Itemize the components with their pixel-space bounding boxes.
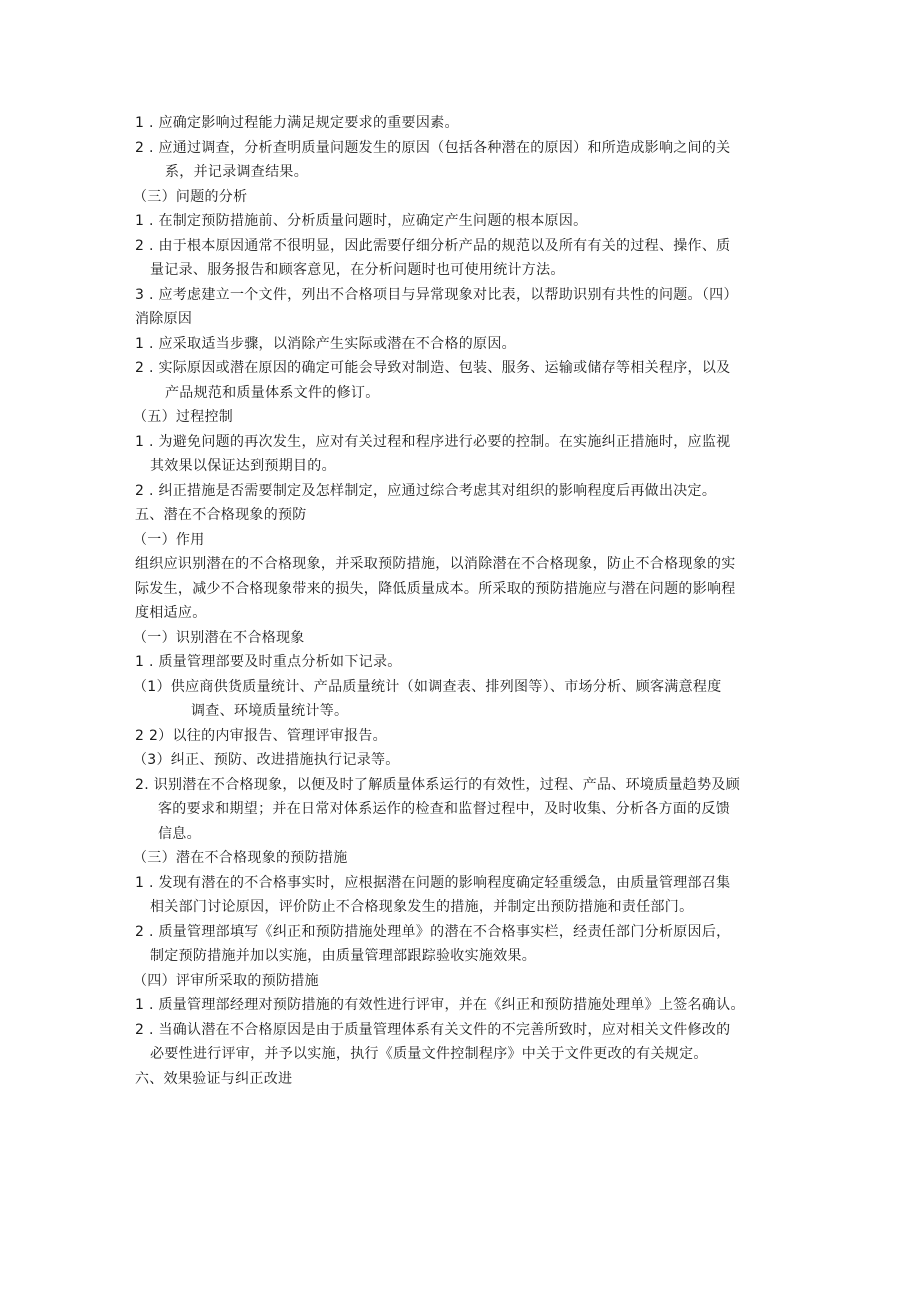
text-line: 调查、环境质量统计等。 [191,703,349,719]
text-line: 1 . 质量管理部经理对预防措施的有效性进行评审，并在《纠正和预防措施处理单》上签名确认。 [135,997,745,1013]
chapter-heading: 五、潜在不合格现象的预防 [135,507,307,523]
text-line: 2 . 当确认潜在不合格原因是由于质量管理体系有关文件的不完善所致时，应对相关文件修改的 [135,1021,731,1038]
text-line: 信息。 [158,825,201,842]
text-line: 2 2）以往的内审报告、管理评审报告。 [135,727,387,744]
section-heading: （一）识别潜在不合格现象 [133,629,305,646]
text-line: 2 . 实际原因或潜在原因的确定可能会导致对制造、包装、服务、运输或储存等相关程序，以及 [135,360,731,376]
text-line: 其效果以保证达到预期目的。 [150,458,336,474]
text-line: 2. 识别潜在不合格现象，以便及时了解质量体系运行的有效性，过程、产品、环境质量趋势及顾 [135,776,741,793]
text-line: （3）纠正、预防、改进措施执行记录等。 [133,752,400,768]
text-line: 1 . 应确定影响过程能力满足规定要求的重要因素。 [135,115,459,131]
section-heading: （三）潜在不合格现象的预防措施 [133,850,348,866]
section-heading: （一）作用 [133,531,205,548]
text-line: 际发生，减少不合格现象带来的损失，降低质量成本。所采取的预防措施应与潜在问题的影响程 [135,580,736,597]
text-line: 度相适应。 [135,605,207,621]
text-line: 相关部门讨论原因，评价防止不合格现象发生的措施，并制定出预防措施和责任部门。 [150,899,694,915]
text-line: 1 . 在制定预防措施前、分析质量问题时，应确定产生问题的根本原因。 [135,213,588,229]
text-line: 3 . 应考虑建立一个文件，列出不合格项目与异常现象对比表，以帮助识别有共性的问题。（四） [135,286,738,303]
text-line: 1 . 质量管理部要及时重点分析如下记录。 [135,654,402,670]
text-line: 客的要求和期望；并在日常对体系运作的检查和监督过程中，及时收集、分析各方面的反馈 [158,801,730,817]
text-line: 2 . 质量管理部填写《纠正和预防措施处理单》的潜在不合格事实栏，经责任部门分析原因后， [135,923,731,940]
text-line: 2 . 由于根本原因通常不很明显，因此需要仔细分析产品的规范以及所有有关的过程、操作、质 [135,237,731,254]
text-line: 1 . 为避免问题的再次发生，应对有关过程和程序进行必要的控制。在实施纠正措施时，应监视 [135,433,731,450]
text-line: 产品规范和质量体系文件的修订。 [165,384,380,401]
section-heading: （三）问题的分析 [133,188,248,205]
chapter-heading: 六、效果验证与纠正改进 [135,1070,293,1087]
text-line: 制定预防措施并加以实施，由质量管理部跟踪验收实施效果。 [150,948,537,964]
text-line: 1 . 发现有潜在的不合格事实时，应根据潜在问题的影响程度确定轻重缓急，由质量管理部召集 [135,874,731,891]
text-line: 2 . 应通过调查，分析查明质量问题发生的原因（包括各种潜在的原因）和所造成影响之间的关 [135,139,731,156]
document-body [135,111,791,1091]
section-heading: （四）评审所采取的预防措施 [133,972,319,989]
text-line: 量记录、服务报告和顾客意见，在分析问题时也可使用统计方法。 [150,262,565,278]
text-line: 系，并记录调查结果。 [165,164,308,180]
text-line: 消除原因 [135,311,193,327]
text-line: （1）供应商供货质量统计、产品质量统计（如调查表、排列图等）、市场分析、顾客满意程度 [133,678,722,695]
text-line: 1 . 应采取适当步骤，以消除产生实际或潜在不合格的原因。 [135,335,516,352]
text-line: 2 . 纠正措施是否需要制定及怎样制定，应通过综合考虑其对组织的影响程度后再做出决定。 [135,482,717,499]
section-heading: （五）过程控制 [133,409,234,425]
text-line: 必要性进行评审，并予以实施，执行《质量文件控制程序》中关于文件更改的有关规定。 [150,1046,708,1062]
text-line: 组织应识别潜在的不合格现象，并采取预防措施，以消除潜在不合格现象，防止不合格现象的实 [135,556,736,572]
